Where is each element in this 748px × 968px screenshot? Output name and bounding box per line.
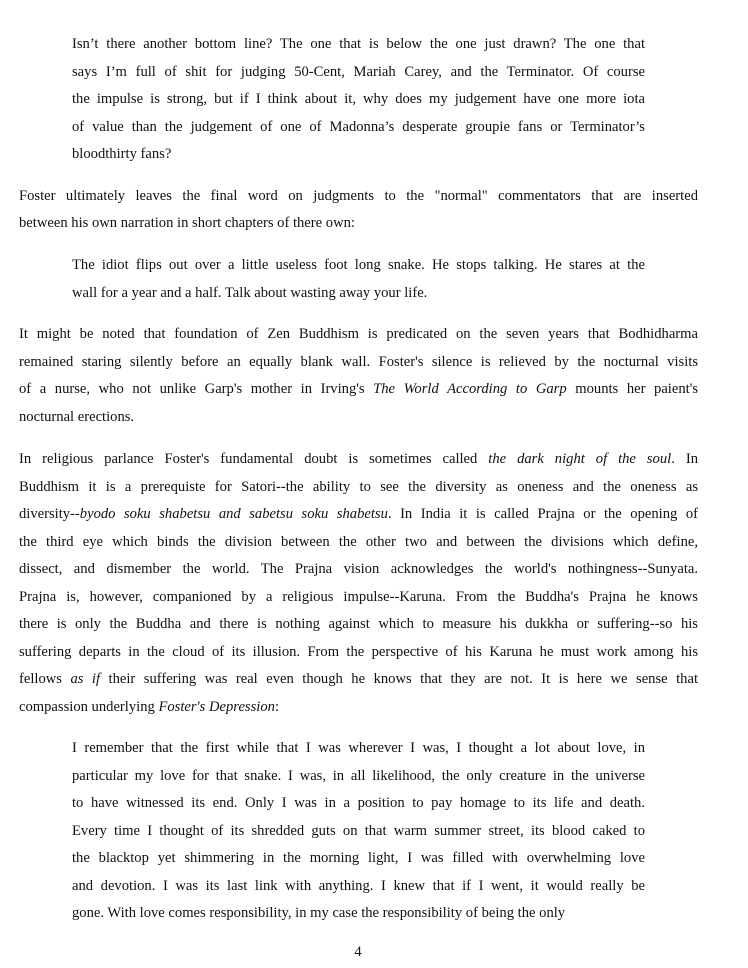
text-segment: Buddhism it is a prerequiste for Satori--the ability to see the diversity as oneness and the oneness as	[19, 479, 698, 495]
text-segment: . In	[671, 451, 698, 467]
text-segment: their suffering was real even though he knows that they are not. It is here we sense that	[100, 671, 698, 687]
text-line	[19, 324, 698, 344]
text-segment: the blacktop yet shimmering in the morning light, I was filled with overwhelming love	[72, 850, 645, 866]
italic-text: byodo soku shabetsu and sabetsu soku shabetsu	[79, 506, 388, 522]
text-segment: Prajna is, however, companioned by a religious impulse--Karuna. From the Buddha's Prajna he knows	[19, 589, 698, 605]
text-segment: between his own narration in short chapters of there own:	[19, 215, 355, 231]
text-line	[19, 587, 698, 607]
text-segment: bloodthirty fans?	[72, 146, 172, 162]
text-line	[72, 876, 645, 896]
text-line	[19, 532, 698, 552]
text-segment: wall for a year and a half. Talk about wasting away your life.	[72, 285, 428, 301]
text-segment: In religious parlance Foster's fundamental doubt is sometimes called	[19, 451, 489, 467]
italic-text: Foster's Depression	[158, 699, 275, 715]
text-line	[72, 848, 645, 868]
text-segment: :	[274, 699, 279, 715]
text-segment: compassion underlying	[19, 699, 159, 715]
text-line	[19, 213, 698, 233]
text-segment: It might be noted that foundation of Zen Buddhism is predicated on the seven years that Bodhidharma	[19, 326, 698, 342]
text-segment: particular my love for that snake. I was, in all likelihood, the only creature in the universe	[72, 768, 645, 784]
text-segment: and devotion. I was its last link with anything. I knew that if I went, it would really be	[72, 878, 645, 894]
text-line	[19, 559, 698, 579]
text-segment: nocturnal erections.	[19, 409, 135, 425]
text-line	[19, 614, 698, 634]
italic-text: the dark night of the soul	[488, 451, 672, 467]
text-segment: diversity--	[19, 506, 80, 522]
text-line	[72, 821, 645, 841]
text-segment: of value than the judgement of one of Madonna’s desperate groupie fans or Terminator’s	[72, 119, 645, 135]
text-segment: suffering departs in the cloud of its illusion. From the perspective of his Karuna he must work among his	[19, 644, 698, 660]
text-segment: remained staring silently before an equally blank wall. Foster's silence is relieved by the nocturnal visits	[19, 354, 698, 370]
text-line	[72, 117, 645, 137]
text-segment: of a nurse, who not unlike Garp's mother in Irving's	[19, 381, 374, 397]
text-line	[72, 793, 645, 813]
text-segment: the third eye which binds the division between the other two and between the divisions which define,	[19, 534, 698, 550]
text-segment: the impulse is strong, but if I think about it, why does my judgement have one more iota	[72, 91, 645, 107]
text-segment: Isn’t there another bottom line? The one that is below the one just drawn? The one that	[72, 36, 645, 52]
text-line	[72, 283, 645, 303]
text-segment: mounts her paient's	[566, 381, 698, 397]
text-line	[19, 407, 698, 427]
text-segment: there is only the Buddha and there is nothing against which to measure his dukkha or suffering--so his	[19, 616, 698, 632]
text-line	[19, 697, 698, 717]
text-line	[19, 477, 698, 497]
text-line	[72, 144, 645, 164]
text-line	[19, 669, 698, 689]
text-segment: to have witnessed its end. Only I was in a position to pay homage to its life and death.	[72, 795, 645, 811]
italic-text: The World According to Garp	[373, 381, 567, 397]
text-segment: says I’m full of shit for judging 50-Cent, Mariah Carey, and the Terminator. Of course	[72, 64, 645, 80]
text-line	[19, 504, 698, 524]
page-number: 4	[354, 944, 362, 960]
text-segment: Foster ultimately leaves the final word on judgments to the "normal" commentators that are inserted	[19, 188, 698, 204]
text-line	[19, 186, 698, 206]
text-line	[72, 62, 645, 82]
text-line	[72, 766, 645, 786]
text-line	[19, 379, 698, 399]
text-segment: Every time I thought of its shredded guts on that warm summer street, its blood caked to	[72, 823, 645, 839]
text-segment: The idiot flips out over a little useless foot long snake. He stops talking. He stares at the	[72, 257, 645, 273]
text-line	[19, 449, 698, 469]
text-line	[72, 255, 645, 275]
text-line	[72, 903, 645, 923]
text-line	[72, 89, 645, 109]
text-segment: I remember that the first while that I was wherever I was, I thought a lot about love, in	[72, 740, 645, 756]
italic-text: as if	[70, 671, 101, 687]
text-line	[19, 352, 698, 372]
text-line	[19, 642, 698, 662]
text-segment: . In India it is called Prajna or the opening of	[387, 506, 698, 522]
text-segment: gone. With love comes responsibility, in my case the responsibility of being the only	[72, 905, 566, 921]
text-segment: fellows	[19, 671, 71, 687]
text-line	[72, 34, 645, 54]
text-line	[72, 738, 645, 758]
text-segment: dissect, and dismember the world. The Prajna vision acknowledges the world's nothingness--Sunyata.	[19, 561, 698, 577]
